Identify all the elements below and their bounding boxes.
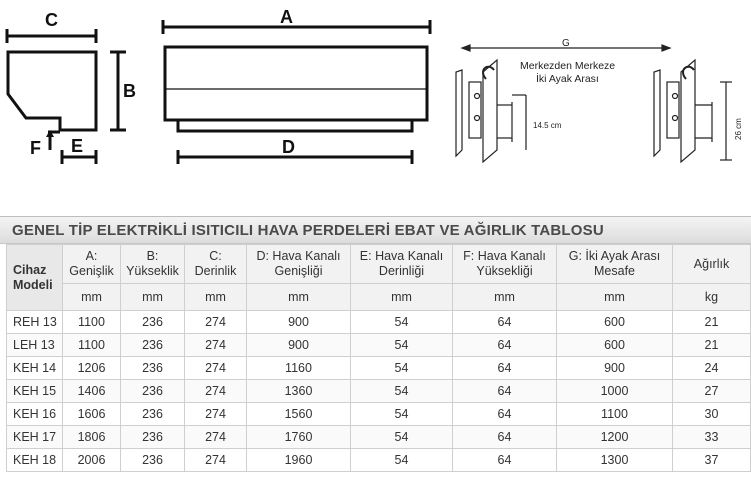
value-cell: 236	[121, 311, 185, 334]
value-cell: 236	[121, 403, 185, 426]
value-cell: 1760	[247, 426, 351, 449]
side-view	[7, 29, 126, 164]
unit-cell: mm	[121, 284, 185, 311]
label-f: F	[30, 138, 41, 158]
column-header	[121, 245, 185, 284]
model-header-line2: Modeli	[13, 277, 53, 292]
value-cell: 274	[185, 311, 247, 334]
value-cell: 37	[673, 449, 751, 472]
spec-table	[6, 244, 751, 472]
value-cell: 1560	[247, 403, 351, 426]
column-header-line2: Genişlik	[69, 264, 114, 278]
value-cell: 54	[351, 311, 453, 334]
column-header	[673, 245, 751, 284]
unit-cell: mm	[557, 284, 673, 311]
label-c: C	[45, 10, 58, 30]
column-header-line2: Yüksekliği	[476, 264, 533, 278]
model-cell: KEH 16	[7, 403, 63, 426]
value-cell: 274	[185, 403, 247, 426]
header-row	[7, 245, 751, 284]
label-a: A	[280, 7, 293, 27]
column-header-line1: A:	[85, 249, 98, 263]
value-cell: 236	[121, 426, 185, 449]
label-b: B	[123, 81, 136, 101]
table-row	[7, 449, 751, 472]
dim-label-right: 26 cm	[734, 118, 743, 140]
value-cell: 1606	[63, 403, 121, 426]
column-header-line2: Mesafe	[594, 264, 635, 278]
value-cell: 64	[453, 334, 557, 357]
value-cell: 900	[247, 311, 351, 334]
column-header	[63, 245, 121, 284]
value-cell: 64	[453, 449, 557, 472]
model-cell: KEH 17	[7, 426, 63, 449]
unit-cell: kg	[673, 284, 751, 311]
label-d: D	[282, 137, 295, 157]
unit-cell: mm	[351, 284, 453, 311]
value-cell: 1100	[63, 311, 121, 334]
table-row	[7, 311, 751, 334]
value-cell: 236	[121, 357, 185, 380]
label-g: G	[562, 38, 570, 49]
column-header	[453, 245, 557, 284]
value-cell: 900	[557, 357, 673, 380]
model-cell: KEH 15	[7, 380, 63, 403]
unit-cell: mm	[247, 284, 351, 311]
value-cell: 64	[453, 380, 557, 403]
table-row	[7, 426, 751, 449]
column-header	[185, 245, 247, 284]
units-row	[7, 284, 751, 311]
value-cell: 1100	[557, 403, 673, 426]
table-body	[7, 311, 751, 472]
column-header	[351, 245, 453, 284]
model-header-line1: Cihaz	[13, 262, 47, 277]
value-cell: 24	[673, 357, 751, 380]
column-header-line2: Yükseklik	[126, 264, 179, 278]
value-cell: 274	[185, 380, 247, 403]
value-cell: 1960	[247, 449, 351, 472]
column-header-line1: D: Hava Kanalı	[256, 249, 341, 263]
value-cell: 54	[351, 334, 453, 357]
value-cell: 21	[673, 334, 751, 357]
value-cell: 54	[351, 380, 453, 403]
label-e: E	[71, 136, 84, 156]
column-header-line2: Derinlik	[194, 264, 237, 278]
value-cell: 64	[453, 403, 557, 426]
value-cell: 21	[673, 311, 751, 334]
value-cell: 1200	[557, 426, 673, 449]
model-cell: LEH 13	[7, 334, 63, 357]
value-cell: 274	[185, 357, 247, 380]
dim-label-left: 14.5 cm	[533, 121, 562, 130]
value-cell: 1160	[247, 357, 351, 380]
value-cell: 236	[121, 334, 185, 357]
value-cell: 1360	[247, 380, 351, 403]
value-cell: 1206	[63, 357, 121, 380]
value-cell: 1406	[63, 380, 121, 403]
column-header-line1: G: İki Ayak Arası	[568, 249, 661, 263]
unit-cell: mm	[453, 284, 557, 311]
center-label-1: Merkezden Merkeze	[520, 60, 616, 72]
value-cell: 900	[247, 334, 351, 357]
value-cell: 54	[351, 426, 453, 449]
column-header-line1: F: Hava Kanalı	[463, 249, 546, 263]
table-row	[7, 380, 751, 403]
value-cell: 64	[453, 357, 557, 380]
value-cell: 1806	[63, 426, 121, 449]
value-cell: 27	[673, 380, 751, 403]
column-header-line2: Derinliği	[378, 264, 425, 278]
column-header-line1: Ağırlık	[693, 256, 730, 271]
value-cell: 54	[351, 357, 453, 380]
value-cell: 274	[185, 334, 247, 357]
model-header	[7, 245, 63, 311]
model-cell: REH 13	[7, 311, 63, 334]
model-cell: KEH 18	[7, 449, 63, 472]
value-cell: 54	[351, 403, 453, 426]
model-cell: KEH 14	[7, 357, 63, 380]
table-title: GENEL TİP ELEKTRİKLİ ISITICILI HAVA PERDELERİ EBAT VE AĞIRLIK TABLOSU	[12, 222, 604, 239]
value-cell: 64	[453, 426, 557, 449]
value-cell: 33	[673, 426, 751, 449]
table-row	[7, 403, 751, 426]
column-header	[557, 245, 673, 284]
value-cell: 2006	[63, 449, 121, 472]
table-row	[7, 357, 751, 380]
value-cell: 236	[121, 449, 185, 472]
unit-cell: mm	[63, 284, 121, 311]
value-cell: 30	[673, 403, 751, 426]
value-cell: 1000	[557, 380, 673, 403]
front-view	[163, 20, 430, 164]
value-cell: 236	[121, 380, 185, 403]
value-cell: 600	[557, 334, 673, 357]
center-label-2: İki Ayak Arası	[536, 73, 599, 85]
dimension-diagram	[0, 0, 751, 210]
value-cell: 54	[351, 449, 453, 472]
value-cell: 64	[453, 311, 557, 334]
column-header-line1: E: Hava Kanalı	[359, 249, 444, 263]
value-cell: 600	[557, 311, 673, 334]
value-cell: 274	[185, 449, 247, 472]
unit-cell: mm	[185, 284, 247, 311]
value-cell: 1100	[63, 334, 121, 357]
column-header-line1: C:	[209, 249, 222, 263]
table-row	[7, 334, 751, 357]
column-header	[247, 245, 351, 284]
table-title-bar	[0, 216, 751, 244]
value-cell: 1300	[557, 449, 673, 472]
column-header-line2: Genişliği	[274, 264, 323, 278]
column-header-line1: B:	[146, 249, 159, 263]
value-cell: 274	[185, 426, 247, 449]
